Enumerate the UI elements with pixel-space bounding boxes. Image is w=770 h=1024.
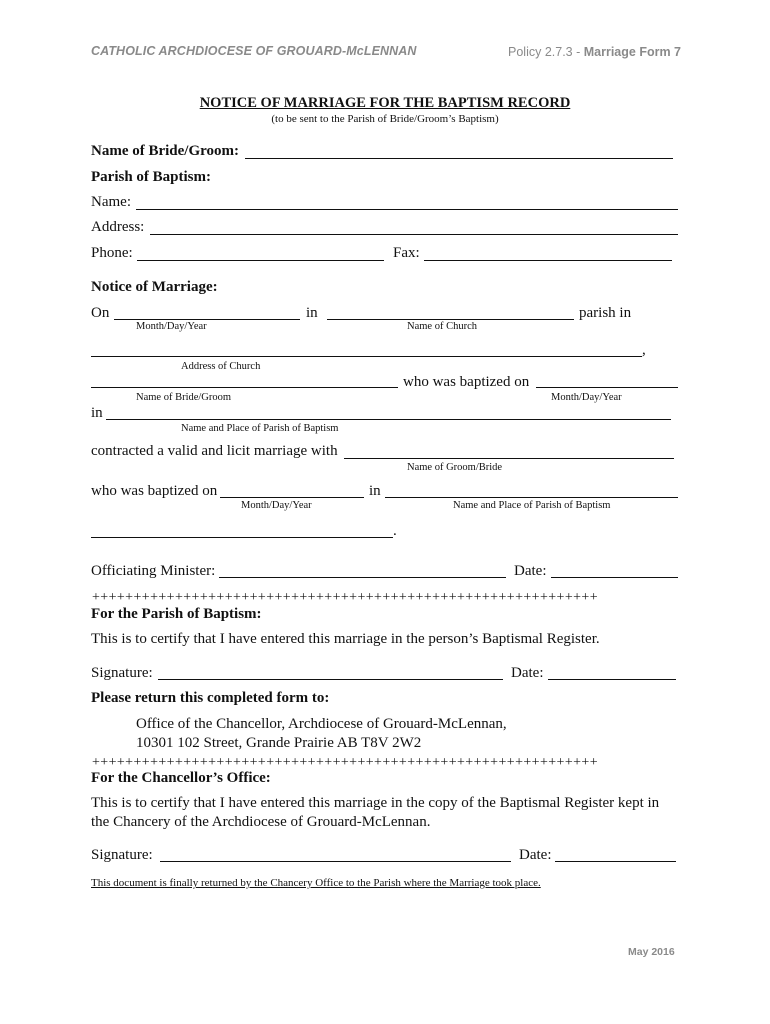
chancellor-certify-line1: This is to certify that I have entered this marriage in the copy of the Baptismal Register kept in xyxy=(91,795,660,811)
spouse-baptism-date-field[interactable] xyxy=(536,387,678,388)
church-address-field[interactable] xyxy=(91,356,642,357)
header-form-number: Marriage Form 7 xyxy=(583,45,681,59)
contracted-marriage-label: contracted a valid and licit marriage with xyxy=(91,443,338,459)
groom-bride-baptism-date-field[interactable] xyxy=(220,497,364,498)
parish-of-baptism-field[interactable] xyxy=(106,419,671,420)
parish-phone-label: Phone: xyxy=(91,245,133,261)
parish-of-baptism-heading: Parish of Baptism: xyxy=(91,169,211,185)
officiating-minister-label: Officiating Minister: xyxy=(91,563,216,579)
parish-name-label: Name: xyxy=(91,194,131,210)
chancellor-signature-label: Signature: xyxy=(91,847,153,863)
page-title: NOTICE OF MARRIAGE FOR THE BAPTISM RECORD xyxy=(199,95,571,111)
caption-church-address: Address of Church xyxy=(181,361,261,372)
chancellor-date-field[interactable] xyxy=(555,861,676,862)
comma: , xyxy=(642,342,646,358)
separator-1: +++++++++++++++++++++++++++++++++++++++++++++++++++++++++++++ xyxy=(92,590,599,605)
caption-groom-bride-name: Name of Groom/Bride xyxy=(407,462,503,473)
parish-name-field[interactable] xyxy=(136,209,678,210)
groom-bride-parish-field[interactable] xyxy=(385,497,678,498)
parish-section-heading: For the Parish of Baptism: xyxy=(91,606,262,622)
bride-groom-name-field[interactable] xyxy=(245,158,673,159)
on-label: On xyxy=(91,305,110,321)
groom-bride-name-field[interactable] xyxy=(344,458,674,459)
marriage-date-field[interactable] xyxy=(114,319,300,320)
page-subtitle: (to be sent to the Parish of Bride/Groom’s Baptism) xyxy=(271,113,499,125)
parish-date-field[interactable] xyxy=(548,679,676,680)
parish-certify-text: This is to certify that I have entered this marriage in the person’s Baptismal Register. xyxy=(91,631,600,647)
officiating-date-label: Date: xyxy=(514,563,547,579)
return-address-line2: 10301 102 Street, Grande Prairie AB T8V 2W2 xyxy=(136,735,422,751)
caption-church-name: Name of Church xyxy=(407,321,477,332)
parish-fax-field[interactable] xyxy=(424,260,672,261)
notice-of-marriage-heading: Notice of Marriage: xyxy=(91,279,218,295)
church-name-field[interactable] xyxy=(327,319,574,320)
return-address-line1: Office of the Chancellor, Archdiocese of Grouard-McLennan, xyxy=(136,716,507,732)
chancellor-section-heading: For the Chancellor’s Office: xyxy=(91,770,271,786)
chancellor-certify-line2: the Chancery of the Archdiocese of Grouard-McLennan. xyxy=(91,814,431,830)
footer-note: This document is finally returned by the Chancery Office to the Parish where the Marriage took place. xyxy=(91,877,541,889)
who-baptized-on-label: who was baptized on xyxy=(403,374,530,390)
footer-date: May 2016 xyxy=(628,946,675,958)
parish-signature-field[interactable] xyxy=(158,679,503,680)
officiating-minister-field[interactable] xyxy=(219,577,506,578)
spouse-name-field[interactable] xyxy=(91,387,398,388)
parish-signature-label: Signature: xyxy=(91,665,153,681)
in-label: in xyxy=(306,305,318,321)
return-heading: Please return this completed form to: xyxy=(91,690,330,706)
parish-date-label: Date: xyxy=(511,665,544,681)
parish-in-label: parish in xyxy=(579,305,632,321)
chancellor-date-label: Date: xyxy=(519,847,552,863)
caption-marriage-date: Month/Day/Year xyxy=(136,321,207,332)
groom-bride-parish-continued-field[interactable] xyxy=(91,537,393,538)
who-baptized-on-label-2: who was baptized on xyxy=(91,483,218,499)
in-label-3: in xyxy=(369,483,381,499)
officiating-date-field[interactable] xyxy=(551,577,678,578)
caption-parish-of-baptism: Name and Place of Parish of Baptism xyxy=(181,423,339,434)
period: . xyxy=(393,523,397,539)
header-organization: CATHOLIC ARCHDIOCESE OF GROUARD-McLENNAN xyxy=(91,44,417,58)
caption-parish-of-baptism-2: Name and Place of Parish of Baptism xyxy=(453,500,611,511)
header-policy-number: Policy 2.7.3 - xyxy=(508,45,584,59)
caption-baptism-date: Month/Day/Year xyxy=(551,392,622,403)
header-policy xyxy=(508,45,681,59)
parish-address-field[interactable] xyxy=(150,234,678,235)
parish-fax-label: Fax: xyxy=(393,245,420,261)
parish-phone-field[interactable] xyxy=(137,260,384,261)
separator-2: +++++++++++++++++++++++++++++++++++++++++++++++++++++++++++++ xyxy=(92,755,599,770)
chancellor-signature-field[interactable] xyxy=(160,861,511,862)
caption-baptism-date-2: Month/Day/Year xyxy=(241,500,312,511)
bride-groom-name-label: Name of Bride/Groom: xyxy=(91,143,240,159)
parish-address-label: Address: xyxy=(91,219,145,235)
in-label-2: in xyxy=(91,405,103,421)
caption-bride-groom-name: Name of Bride/Groom xyxy=(136,392,232,403)
